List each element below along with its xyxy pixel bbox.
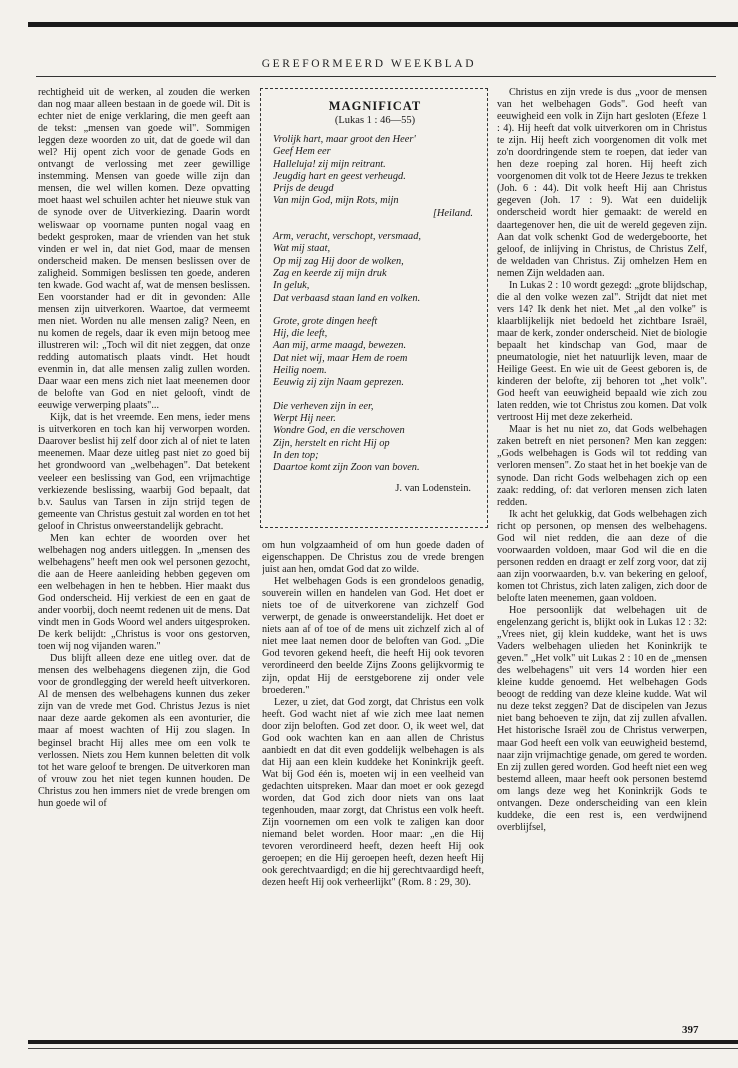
poem-line: Prijs de deugd (273, 183, 334, 195)
poem-line: Jeugdig hart en geest verheugd. (273, 170, 406, 182)
poem-author: J. van Lodenstein. (395, 483, 471, 495)
column-2 (262, 540, 484, 1022)
bottom-thin-rule (28, 1048, 738, 1049)
column-1 (38, 87, 250, 1017)
poem-stanza (273, 401, 477, 475)
page-number: 397 (682, 1024, 699, 1036)
poem-line: [Heiland. (432, 207, 473, 219)
poem-line: Halleluja! zij mijn reitrant. (273, 158, 386, 170)
poem-box (260, 88, 488, 528)
poem-line: Zag en keerde zij mijn druk (273, 267, 387, 279)
poem-line: Heilig noem. (273, 365, 327, 377)
poem-line: In geluk, (273, 280, 310, 292)
poem-stanza (273, 316, 477, 390)
poem-stanza (273, 134, 477, 220)
bottom-rule (28, 1040, 738, 1044)
poem-line: Wondre God, en die verschoven (273, 425, 405, 437)
poem-line: Vrolijk hart, maar groot den Heer' (273, 134, 416, 145)
poem-reference: (Lukas 1 : 46—55) (334, 115, 416, 126)
paragraph: Lezer, u ziet, dat God zorgt, dat Christus een volk heeft. God wacht niet af wie zich mee laat nemen door zijn beloften. God zet door. O, ik weet wel, dat God ook wachten kan en aan allen de Christus aanbiedt en dat dit even goddelijk welbehagen is als dat Hij aan een klein kuddeke het Koninkrijk geeft. Wat bij God één is, moeten wij in een veelheid van gedachten uitspreken. Maar dan moet er ook gezegd worden, dat God zich door niets van ons laat tegenhouden, maar zorgt, dat Christus een volk heeft. Zijn voornemen om een volk te zaligen kan door niemand belet worden. Hoor maar: „en die Hij tevoren verordineerd heeft, dezen heeft Hij ook geroepen; en die Hij geroepen heeft, dezen heeft Hij ook gerechtvaardigd; en die hij gerechtvaardigd heeft, dezen heeft Hij ook verheerlijkt" (Rom. 8 : 29, 30). (262, 696, 484, 889)
paragraph: Maar is het nu niet zo, dat Gods welbehagen zaken betreft en niet personen? Men kan zeggen: „Gods welbehagen is Gods wil tot redding van verloren mensen". Zo staat het in het boekje van de synode. Dan richt Gods welbehagen zich op een zaak: redding, of: dat verloren mensen zich laten redden. (497, 424, 707, 508)
paragraph: Dus blijft alleen deze ene uitleg over. dat de mensen des welbehagens diegenen zijn, die God voor de grondlegging der wereld heeft uitverkoren. Al de mensen des welbehagens kunnen dus zeker zijn van de vrede met God. Christus Jezus is niet naar deze aarde gekomen als een avonturier, die maar af moest wachten of Hij zou slagen. In beginsel bracht Hij alles mee om een volk te verlossen. Niets zou Hem kunnen beletten dit volk tot het ware geloof te brengen. De uitverkoren man of vrouw zou het niet tegen kunnen houden. De Christus zou hen immers niet de vrede brengen om hun goede wil of (38, 653, 250, 809)
poem-line: Daartoe komt zijn Zoon van boven. (273, 462, 420, 474)
paragraph: Het welbehagen Gods is een grondeloos genadig, souverein willen en handelen van God. Het doet er niets toe of de uitverkorene van zichzelf God verwerpt, de genade is onweerstandelijk. Het doet er niets aan af of toe of de mens uit zichzelf zich al of niet mee laat nemen door de beloften van God. „Die God tevoren gekend heeft, die heeft Hij ook tevoren verordineerd den beelde Zijns Zoons gelijkvormig te zijn, opdat Hij de eerstgeborene zij onder vele broederen." (262, 576, 484, 696)
poem-line: Zijn, herstelt en richt Hij op (273, 437, 390, 449)
poem-line: Grote, grote dingen heeft (273, 315, 378, 327)
poem-line: In den top; (273, 449, 319, 461)
poem-line: Dat niet wij, maar Hem de roem (273, 352, 408, 364)
poem-line: Geef Hem eer (273, 146, 331, 158)
paragraph: Hoe persoonlijk dat welbehagen uit de engelenzang gericht is, blijkt ook in Lukas 12 : 32: „Vrees niet, gij klein kuddeke, want het is uws Vaders welbehagen ulieden het Koninkrijk te geven." „Het volk" uit Lukas 2 : 10 en de „mensen des welbehagens" uit vers 14 worden hier een kleine kudde genoemd. Het welbehagen Gods beoogt de redding van deze kleine kudde. Wat wil nu deze tekst zeggen? Dat de discipelen van Jezus niet bang behoeven te zijn, dat zij zullen afvallen. Het historische Israël zou de Christus verwerpen, maar God heeft een volk van eeuwigheid bestemd, naar zijn vrijmachtige genade, om gered te worden. En zij zullen gered worden. God heeft niet een weg bestemd alleen, maar heeft ook personen bestemd om langs deze weg het Koninkrijk Gods te ontvangen. Deze onderscheiding van een klein kuddeke, die een rest is, een verdwijnend overblijfsel, (497, 605, 707, 833)
poem-line: Werpt Hij neer. (273, 412, 336, 424)
poem-stanza (273, 231, 477, 305)
poem-title: MAGNIFICAT (328, 99, 422, 113)
poem-line: Op mij zag Hij door de wolken, (273, 255, 404, 267)
poem-line: Die verheven zijn in eer, (273, 400, 374, 412)
header-rule (36, 76, 716, 77)
column-3 (497, 87, 707, 1017)
paragraph: Men kan echter de woorden over het welbehagen nog anders uitleggen. In „mensen des welbehagens" heeft men ook wel personen gezocht, die aan de Heere aanleiding hebben gegeven om een welbehagen in hen te hebben. Hier maakt dus God onderscheid. Hij verkiest de een en gaat de ander voorbij, doch neemt redenen uit de mens. Dat vindt men in Gods Woord wel anders uitgesproken. De kerk belijdt: „Christus is voor ons gestorven, toen wij nog vijanden waren." (38, 532, 250, 653)
paragraph: Kijk, dat is het vreemde. Een mens, ieder mens is uitverkoren en toch kan hij verworpen worden. Daarover beslist hij zelf door zich al of niet te laten meenemen. Maar deze uitleg past niet zo goed bij het grondwoord van „welbehagen". Dat betekent veeleer een beslissing van God, een vrijmachtige verkiezende beslissing, waarbij God bepaalt, dat b.v. Saulus van Tarsen in zijn strijd tegen de gemeente van Christus gestuit zal worden en tot het geloof in Christus onweerstandelijk gebracht. (38, 412, 250, 532)
poem-line: Arm, veracht, verschopt, versmaad, (273, 231, 422, 243)
poem-line: Dat verbaasd staan land en volken. (273, 292, 421, 304)
poem-line: Aan mij, arme maagd, bewezen. (273, 340, 407, 352)
paragraph: Ik acht het gelukkig, dat Gods welbehagen zich richt op personen, op mensen des welbehagens. God wil niet redden, die aan deze of die voorwaarden voldoen, maar God wil die en die personen redden en draagt er zelf zorg voor, dat zij aan zijn voorwaarden, b.v. van bekering en geloof, komen tot Christus, zich laten zaligen, zich door de belofte laten meenemen, gaan voldoen. (497, 508, 707, 604)
poem-line: Eeuwig zij zijn Naam geprezen. (273, 377, 404, 389)
paragraph: om hun volgzaamheid of om hun goede daden of eigenschappen. De Christus zou de vrede brengen juist aan hen, omdat God dat zo wilde. (262, 540, 484, 576)
poem-line: Wat mij staat, (273, 243, 331, 255)
page-header: GEREFORMEERD WEEKBLAD (261, 58, 477, 70)
paragraph: rechtigheid uit de werken, al zouden die werken dan nog maar alleen bestaan in de goede wil. Dit is echter niet de enige verklaring, die men geeft aan de tekst: „mensen van goede wil". Sommigen leggen deze woorden zo uit, dat de goede wil dan wel? Hij opent zich voor de genade Gods en ontvangt de verlossing met zeer gewillige instemming. Mensen van goede wille zijn dan mensen, die wel willen komen. Deze opvatting moet haast wel schuilen achter het nieuwe stuk van de synode over de Uitverkiezing. Daarin wordt weliswaar op voorname punten nogal vaag en bedekt gesproken, maar de vrienden van het stuk vinden er wel in, dat niet God, maar de mensen onderscheid maken. De mensen beslissen over de zaligheid. Sommigen beslissen ten goede, anderen ten kwade. God wacht af, wat de mensen beslissen. Een voorstander had er dit in gevonden: Alle mensen zijn uitverkoren. Waartoe, dat vermeemt men niet. Worden nu alle mensen zalig? Neen, en nu komen de regels, daar ik even mijn betoog mee illustreren wil: „Toch wil dit niet zeggen, dat onze redding automatisch plaats vindt. Het houdt evenmin in, dat alle mensen zalig zullen worden. Daar waar een mens zich niet laat meenemen door de belofte van God en niet gelooft, vindt de eeuwige verwerping plaats"... (38, 87, 250, 412)
top-rule (28, 22, 738, 27)
poem-line: Van mijn God, mijn Rots, mijn (273, 195, 399, 207)
paragraph: Christus en zijn vrede is dus „voor de mensen van het welbehagen Gods". God heeft van eeuwigheid een volk in Zijn hart gesloten (Efeze 1 : 4). Hij heeft dat volk uitverkoren om in Christus te zijn. Hij heeft zich voorgenomen dit volk met zo'n doordringende stem te roepen, dat ieder van hen deze roeping zal horen. Hij heeft zich voorgenomen dit volk tot de Heere Jezus te trekken (Joh. 6 : 44). Dit volk heeft Hij aan Christus gegeven (Joh. 17 : 9). Wat een duidelijk onderscheid wordt hier gemaakt: de wereld en daartegenover hen, die uit de wereld gegeven zijn. Aan dat volk schenkt God de wedergeboorte, het geloof, de inlijving in Christus, de Christus Zelf, de weldaden van Christus. Zij omhelzen Hem en nemen Zijn weldaden aan. (497, 87, 707, 279)
poem-line: Hij, die leeft, (273, 328, 328, 340)
paragraph: In Lukas 2 : 10 wordt gezegd: „grote blijdschap, die al den volke wezen zal". Strijdt dat niet met vers 14? Ik denk het niet. Met „al den volke" is klaarblijkelijk niet bedoeld het zichtbare Israël, maar de kerk, zonder onderscheid. Niet de biologie bepaalt het kindschap van God, maar de pneumatologie, niet het natuurlijk leven, maar de Heilige Geest. En wie uit de Geest geboren is, de kinderen der belofte, zij behoren tot „het volk". God heeft van eeuwigheid bepaald wie zich zou laten redden, wie tot Christus zou komen. Dat volk vertroost Hij met deze zekerheid. (497, 279, 707, 424)
